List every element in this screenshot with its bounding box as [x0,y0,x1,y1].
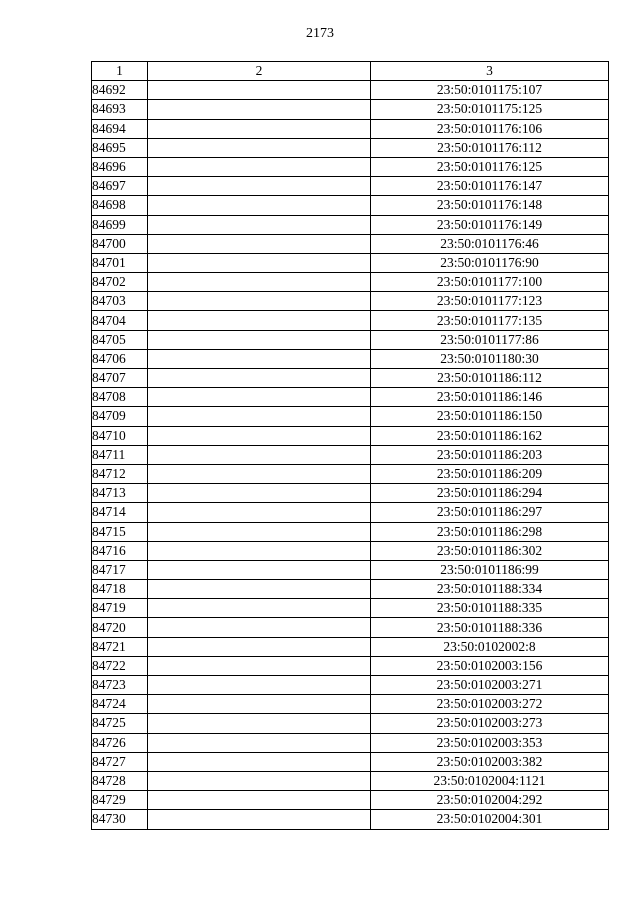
cadastral-number-cell: 23:50:0101177:123 [371,292,609,311]
row-number-cell: 84700 [92,234,148,253]
cadastral-number-cell: 23:50:0101176:147 [371,177,609,196]
cadastral-number-cell: 23:50:0102003:271 [371,676,609,695]
row-description-cell [148,215,371,234]
cadastral-number-cell: 23:50:0101176:149 [371,215,609,234]
row-description-cell [148,311,371,330]
row-description-cell [148,791,371,810]
table-row [92,253,609,272]
table-row [92,330,609,349]
row-number-cell: 84705 [92,330,148,349]
cadastral-number-cell: 23:50:0101176:125 [371,157,609,176]
cadastral-number-cell: 23:50:0102004:292 [371,791,609,810]
row-description-cell [148,292,371,311]
row-number-cell: 84726 [92,733,148,752]
row-description-cell [148,388,371,407]
cadastral-number-cell: 23:50:0101176:90 [371,253,609,272]
row-description-cell [148,100,371,119]
row-number-cell: 84706 [92,349,148,368]
cadastral-number-cell: 23:50:0101176:148 [371,196,609,215]
table-row [92,81,609,100]
table-row [92,100,609,119]
row-number-cell: 84713 [92,484,148,503]
table-row [92,273,609,292]
row-number-cell: 84708 [92,388,148,407]
row-description-cell [148,138,371,157]
row-number-cell: 84724 [92,695,148,714]
table-row [92,541,609,560]
table-row [92,119,609,138]
cadastral-number-cell: 23:50:0102004:1121 [371,771,609,790]
row-number-cell: 84719 [92,599,148,618]
table-row [92,177,609,196]
row-number-cell: 84720 [92,618,148,637]
cadastral-number-cell: 23:50:0101175:125 [371,100,609,119]
cadastral-number-cell: 23:50:0101186:209 [371,464,609,483]
table-row [92,771,609,790]
header-row [92,62,609,81]
cadastral-number-cell: 23:50:0102003:382 [371,752,609,771]
row-description-cell [148,407,371,426]
row-description-cell [148,541,371,560]
cadastral-number-cell: 23:50:0101186:112 [371,369,609,388]
table-row [92,215,609,234]
row-description-cell [148,503,371,522]
table-row [92,695,609,714]
table-row [92,637,609,656]
row-number-cell: 84694 [92,119,148,138]
row-number-cell: 84728 [92,771,148,790]
cadastral-number-cell: 23:50:0102004:301 [371,810,609,829]
table-row [92,292,609,311]
row-description-cell [148,177,371,196]
column-header-2: 2 [148,62,371,81]
row-description-cell [148,733,371,752]
cadastral-number-cell: 23:50:0101186:203 [371,445,609,464]
row-description-cell [148,426,371,445]
row-number-cell: 84715 [92,522,148,541]
row-description-cell [148,522,371,541]
row-description-cell [148,656,371,675]
cadastral-number-cell: 23:50:0102003:353 [371,733,609,752]
row-number-cell: 84725 [92,714,148,733]
row-number-cell: 84723 [92,676,148,695]
table-row [92,618,609,637]
row-description-cell [148,637,371,656]
row-number-cell: 84707 [92,369,148,388]
table-row [92,157,609,176]
cadastral-number-cell: 23:50:0101186:294 [371,484,609,503]
table-row [92,580,609,599]
row-number-cell: 84703 [92,292,148,311]
column-header-1: 1 [92,62,148,81]
table-row [92,196,609,215]
cadastral-number-cell: 23:50:0101176:112 [371,138,609,157]
cadastral-number-cell: 23:50:0101177:135 [371,311,609,330]
row-description-cell [148,119,371,138]
table-header [92,62,609,81]
row-description-cell [148,676,371,695]
table-body [92,81,609,829]
row-number-cell: 84727 [92,752,148,771]
page-number: 2173 [306,26,334,41]
table-row [92,349,609,368]
row-description-cell [148,752,371,771]
cadastral-number-cell: 23:50:0101186:150 [371,407,609,426]
row-number-cell: 84702 [92,273,148,292]
row-description-cell [148,157,371,176]
cadastral-number-cell: 23:50:0101180:30 [371,349,609,368]
row-description-cell [148,273,371,292]
row-description-cell [148,580,371,599]
row-number-cell: 84692 [92,81,148,100]
row-description-cell [148,369,371,388]
cadastral-number-cell: 23:50:0101186:298 [371,522,609,541]
table-row [92,369,609,388]
table-row [92,484,609,503]
cadastral-number-cell: 23:50:0101186:297 [371,503,609,522]
row-description-cell [148,484,371,503]
row-description-cell [148,771,371,790]
row-number-cell: 84696 [92,157,148,176]
registry-table [91,61,609,830]
row-number-cell: 84710 [92,426,148,445]
row-number-cell: 84717 [92,560,148,579]
row-description-cell [148,618,371,637]
table-row [92,445,609,464]
row-number-cell: 84701 [92,253,148,272]
table-row [92,522,609,541]
cadastral-number-cell: 23:50:0101175:107 [371,81,609,100]
row-number-cell: 84730 [92,810,148,829]
cadastral-number-cell: 23:50:0101186:302 [371,541,609,560]
row-number-cell: 84711 [92,445,148,464]
cadastral-number-cell: 23:50:0102002:8 [371,637,609,656]
row-number-cell: 84709 [92,407,148,426]
table-row [92,752,609,771]
cadastral-number-cell: 23:50:0102003:273 [371,714,609,733]
table-row [92,810,609,829]
row-description-cell [148,81,371,100]
row-description-cell [148,253,371,272]
table-row [92,311,609,330]
table-row [92,464,609,483]
table-row [92,733,609,752]
row-number-cell: 84712 [92,464,148,483]
table-row [92,426,609,445]
table-row [92,560,609,579]
row-number-cell: 84693 [92,100,148,119]
row-number-cell: 84698 [92,196,148,215]
row-description-cell [148,810,371,829]
cadastral-number-cell: 23:50:0101188:334 [371,580,609,599]
table-row [92,407,609,426]
row-number-cell: 84699 [92,215,148,234]
table-row [92,388,609,407]
row-number-cell: 84729 [92,791,148,810]
table-row [92,234,609,253]
table-row [92,503,609,522]
row-number-cell: 84714 [92,503,148,522]
cadastral-number-cell: 23:50:0101188:335 [371,599,609,618]
table-row [92,791,609,810]
row-description-cell [148,695,371,714]
row-number-cell: 84716 [92,541,148,560]
row-description-cell [148,330,371,349]
row-description-cell [148,599,371,618]
cadastral-number-cell: 23:50:0102003:156 [371,656,609,675]
cadastral-number-cell: 23:50:0101186:99 [371,560,609,579]
row-number-cell: 84697 [92,177,148,196]
row-description-cell [148,714,371,733]
row-description-cell [148,349,371,368]
cadastral-number-cell: 23:50:0101186:146 [371,388,609,407]
row-number-cell: 84718 [92,580,148,599]
row-number-cell: 84704 [92,311,148,330]
cadastral-number-cell: 23:50:0101176:46 [371,234,609,253]
table-row [92,676,609,695]
cadastral-number-cell: 23:50:0101188:336 [371,618,609,637]
cadastral-number-cell: 23:50:0102003:272 [371,695,609,714]
row-number-cell: 84721 [92,637,148,656]
table-row [92,656,609,675]
row-description-cell [148,196,371,215]
table-row [92,138,609,157]
cadastral-number-cell: 23:50:0101177:100 [371,273,609,292]
cadastral-number-cell: 23:50:0101186:162 [371,426,609,445]
column-header-3: 3 [371,62,609,81]
row-description-cell [148,445,371,464]
row-number-cell: 84695 [92,138,148,157]
row-description-cell [148,464,371,483]
cadastral-number-cell: 23:50:0101177:86 [371,330,609,349]
table-row [92,714,609,733]
cadastral-number-cell: 23:50:0101176:106 [371,119,609,138]
row-description-cell [148,560,371,579]
table-row [92,599,609,618]
row-description-cell [148,234,371,253]
row-number-cell: 84722 [92,656,148,675]
